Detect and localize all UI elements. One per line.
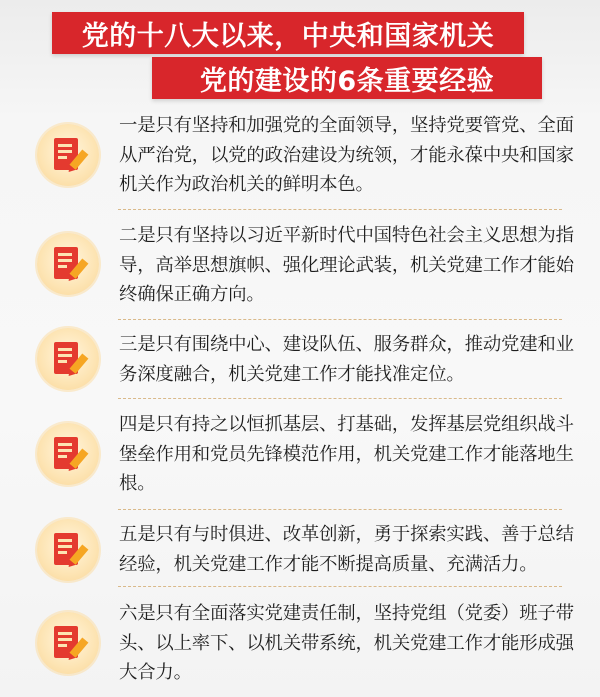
document-pencil-icon xyxy=(37,612,99,674)
header xyxy=(0,0,600,105)
item-text-4: 四是只有持之以恒抓基层、打基础，发挥基层党组织战斗堡垒作用和党员先锋模范作用，机关党建工作才能落地生根。 xyxy=(119,414,574,494)
document-pencil-icon xyxy=(37,519,99,581)
divider xyxy=(118,586,562,587)
title-line-1: 党的十八大以来，中央和国家机关 xyxy=(52,12,524,54)
item-text-6: 六是只有全面落实党建责任制，坚持党组（党委）班子带头、以上率下、以机关带系统，机关党建工作才能形成强大合力。 xyxy=(119,603,574,683)
item-text-2: 二是只有坚持以习近平新时代中国特色社会主义思想为指导，高举思想旗帜、强化理论武装，机关党建工作才能始终确保正确方向。 xyxy=(119,225,574,305)
document-pencil-icon xyxy=(37,124,99,186)
divider xyxy=(118,509,562,510)
item-text-5: 五是只有与时俱进、改革创新，勇于探索实践、善于总结经验，机关党建工作才能不断提高质量、充满活力。 xyxy=(119,524,574,575)
document-pencil-icon xyxy=(37,328,99,390)
divider xyxy=(118,319,562,320)
divider xyxy=(118,209,562,210)
item-text-3: 三是只有围绕中心、建设队伍、服务群众，推动党建和业务深度融合，机关党建工作才能找准定位。 xyxy=(119,334,574,385)
title-line-2: 党的建设的6条重要经验 xyxy=(152,57,542,99)
item-text-1: 一是只有坚持和加强党的全面领导，坚持党要管党、全面从严治党，以党的政治建设为统领，才能永葆中央和国家机关作为政治机关的鲜明本色。 xyxy=(119,115,574,195)
document-pencil-icon xyxy=(37,233,99,295)
divider xyxy=(118,398,562,399)
document-pencil-icon xyxy=(37,423,99,485)
